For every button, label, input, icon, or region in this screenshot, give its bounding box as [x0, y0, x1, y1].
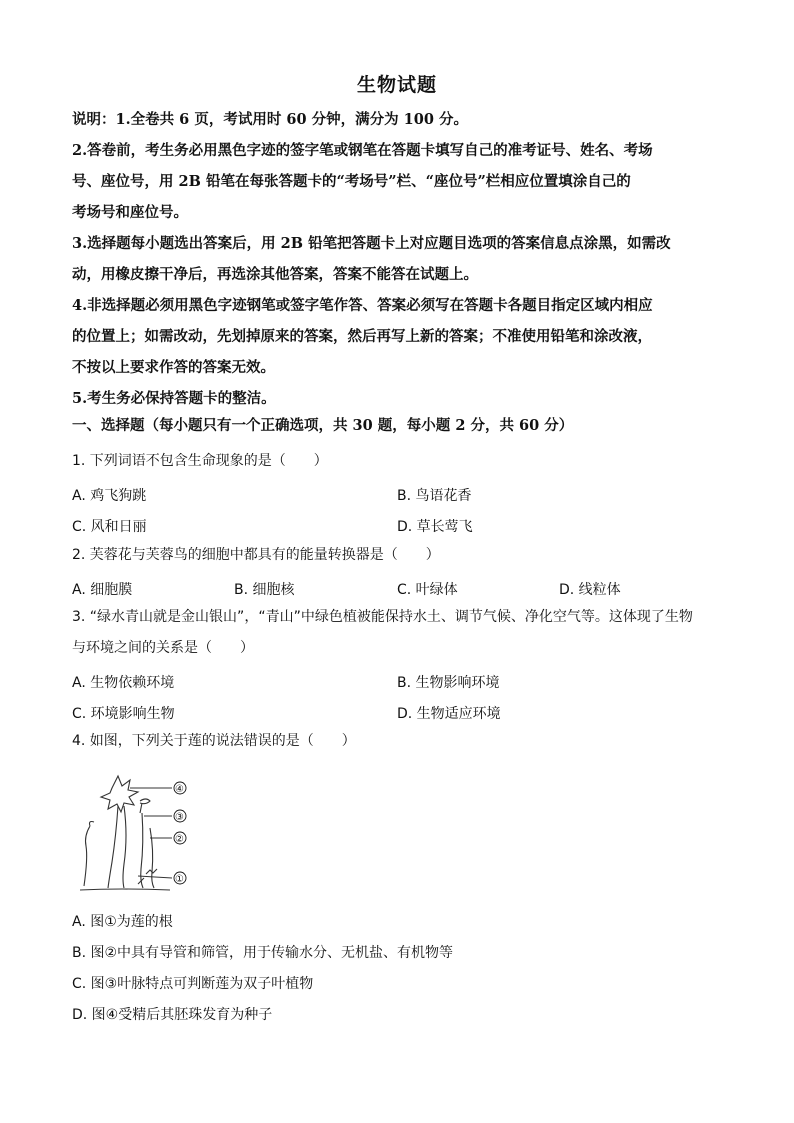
- page-title: 生物试题: [356, 74, 437, 96]
- option-a: A. 生物依赖环境: [72, 675, 175, 691]
- flower-icon: [101, 776, 138, 812]
- option-d: D. 生物适应环境: [397, 706, 501, 722]
- note-line: 不按以上要求作答的答案无效。: [72, 359, 275, 376]
- option-c: C. 环境影响生物: [72, 706, 175, 722]
- option-c: C. 图③叶脉特点可判断莲为双子叶植物: [72, 976, 314, 992]
- question-2: [72, 540, 722, 571]
- note-line: 考场号和座位号。: [72, 204, 188, 221]
- option-b: B. 生物影响环境: [397, 675, 500, 691]
- question-4: [72, 726, 722, 757]
- figure-label: ①: [175, 874, 184, 885]
- note-line: 5.考生务必保持答题卡的整洁。: [72, 390, 276, 407]
- lotus-figure: [72, 766, 202, 896]
- figure-label: ③: [175, 812, 184, 823]
- option-a: A. 细胞膜: [72, 582, 133, 598]
- question-stem: 4. 如图，下列关于莲的说法错误的是（ ）: [72, 733, 356, 749]
- note-line: 2.答卷前，考生务必用黑色字迹的签字笔或钢笔在答题卡填写自己的准考证号、姓名、考场: [72, 142, 653, 159]
- figure-label: ④: [175, 784, 184, 795]
- note-line: 的位置上；如需改动，先划掉原来的答案，然后再写上新的答案；不准使用铅笔和涂改液，: [72, 328, 652, 345]
- note-line: 3.选择题每小题选出答案后，用 2B 铅笔把答题卡上对应题目选项的答案信息点涂黑，如需改: [72, 235, 671, 252]
- option-a: A. 鸡飞狗跳: [72, 488, 147, 504]
- note-line: 动，用橡皮擦干净后，再选涂其他答案，答案不能答在试题上。: [72, 266, 478, 283]
- question-3: [72, 602, 722, 664]
- option-b: B. 图②中具有导管和筛管，用于传输水分、无机盐、有机物等: [72, 945, 454, 961]
- option-a: A. 图①为莲的根: [72, 914, 173, 930]
- option-c: C. 叶绿体: [397, 582, 458, 598]
- option-d: D. 图④受精后其胚珠发育为种子: [72, 1007, 273, 1023]
- option-b: B. 细胞核: [234, 582, 295, 598]
- option-b: B. 鸟语花香: [397, 488, 472, 504]
- note-line: 4.非选择题必须用黑色字迹钢笔或签字笔作答、答案必须写在答题卡各题目指定区域内相应: [72, 297, 653, 314]
- question-stem: 3. “绿水青山就是金山银山”，“青山”中绿色植被能保持水土、调节气候、净化空气等。这体现了生物: [72, 609, 693, 625]
- question-stem: 与环境之间的关系是（ ）: [72, 640, 254, 656]
- note-line: 号、座位号，用 2B 铅笔在每张答题卡的“考场号”栏、“座位号”栏相应位置填涂自己的: [72, 173, 631, 190]
- question-stem: 2. 芙蓉花与芙蓉鸟的细胞中都具有的能量转换器是（ ）: [72, 547, 440, 563]
- option-d: D. 草长莺飞: [397, 519, 473, 535]
- option-d: D. 线粒体: [559, 582, 621, 598]
- section-heading: 一、选择题（每小题只有一个正确选项，共 30 题，每小题 2 分，共 60 分）: [72, 417, 574, 434]
- note-line: 说明：1.全卷共 6 页，考试用时 60 分钟，满分为 100 分。: [72, 111, 468, 128]
- figure-label: ②: [175, 834, 184, 845]
- instructions: [72, 104, 732, 414]
- question-1: [72, 446, 722, 477]
- option-c: C. 风和日丽: [72, 519, 147, 535]
- question-stem: 1. 下列词语不包含生命现象的是（ ）: [72, 453, 328, 469]
